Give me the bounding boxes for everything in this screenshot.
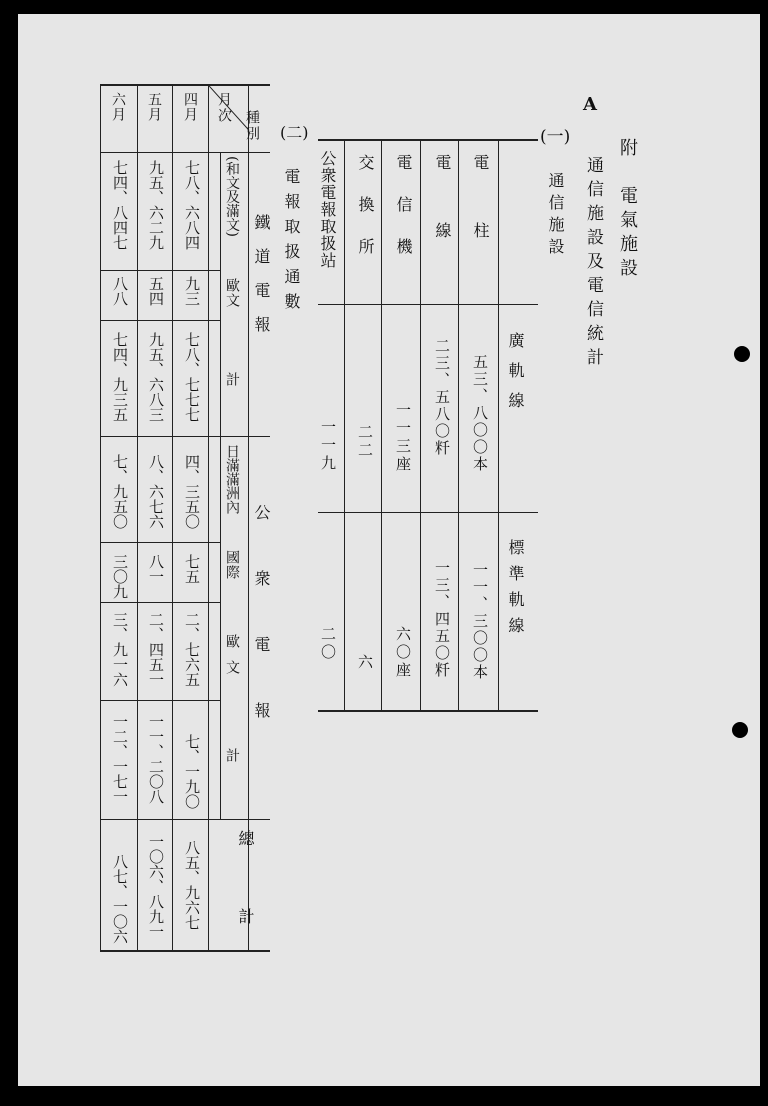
cell-june-total-public: 一二、一七一 bbox=[111, 714, 129, 804]
row-label-exchanges: 交換所 bbox=[356, 154, 375, 280]
cell-machines-broad: 一一三座 bbox=[394, 402, 412, 474]
section1-title: 通信施設及電信統計 bbox=[583, 156, 603, 372]
cell-may-oubun-public: 二、四五一 bbox=[147, 612, 165, 687]
sub-header-international: 國際 bbox=[224, 550, 240, 580]
row-label-wires: 電線 bbox=[433, 154, 452, 290]
group-grand-total: 總計 bbox=[236, 830, 255, 986]
sub-header-total-railway: 計 bbox=[224, 372, 240, 387]
cell-may-total-railway: 九五、六八三 bbox=[147, 332, 165, 422]
row-month-may: 五月 bbox=[146, 92, 162, 122]
cell-june-grand-total: 八七、一〇六 bbox=[111, 854, 129, 944]
document-title: 附 電氣施設 bbox=[617, 138, 638, 282]
col-header-broad-gauge: 廣軌線 bbox=[506, 332, 525, 422]
cell-june-international: 三〇九 bbox=[111, 554, 129, 599]
cell-may-nichiman: 八、六七六 bbox=[147, 454, 165, 529]
cell-april-international: 七五 bbox=[183, 554, 201, 584]
cell-may-grand-total: 一〇六、八九一 bbox=[147, 834, 165, 939]
cell-exchanges-standard: 六 bbox=[356, 654, 374, 672]
section2-marker: (二) bbox=[280, 123, 309, 142]
cell-wires-broad: 二三、五八〇粁 bbox=[433, 338, 451, 457]
cell-april-wabun: 七八、六八四 bbox=[183, 160, 201, 250]
row-label-telegraph-machines: 電信機 bbox=[394, 154, 413, 280]
cell-april-nichiman: 四、三五〇 bbox=[183, 454, 201, 529]
document-page bbox=[18, 14, 760, 1086]
cell-machines-standard: 六〇座 bbox=[394, 626, 412, 680]
sub-header-total-public: 計 bbox=[224, 748, 240, 763]
sub-header-oubun-public: 歐文 bbox=[224, 634, 240, 686]
cell-stations-broad: 一一九 bbox=[319, 419, 337, 473]
row-month-april: 四月 bbox=[182, 92, 198, 122]
cell-stations-standard: 二〇 bbox=[319, 626, 337, 662]
cell-may-oubun-railway: 五四 bbox=[147, 276, 165, 306]
corner-type-label: 種別 bbox=[244, 110, 260, 142]
corner-month-label: 月次 bbox=[216, 92, 232, 124]
cell-poles-standard: 一一、三〇〇本 bbox=[471, 562, 489, 681]
cell-april-grand-total: 八五、九六七 bbox=[183, 840, 201, 930]
cell-may-international: 八一 bbox=[147, 554, 165, 584]
row-month-june: 六月 bbox=[110, 92, 126, 122]
row-label-poles: 電柱 bbox=[471, 154, 490, 290]
sub-header-wabun: (和文及滿文) bbox=[224, 156, 240, 237]
section1-marker: (一) bbox=[540, 127, 571, 147]
cell-june-oubun-railway: 八八 bbox=[111, 276, 129, 306]
subsection-title: 通信施設 bbox=[546, 172, 565, 260]
sub-header-nichiman: 日滿滿洲內 bbox=[224, 444, 240, 514]
section-letter: A bbox=[583, 94, 597, 115]
binder-hole-top bbox=[734, 346, 750, 362]
cell-june-nichiman: 七、九五〇 bbox=[111, 454, 129, 529]
cell-june-oubun-public: 三、九一六 bbox=[111, 612, 129, 687]
cell-april-oubun-railway: 九三 bbox=[183, 276, 201, 306]
cell-april-oubun-public: 二、七六五 bbox=[183, 612, 201, 687]
cell-exchanges-broad: 二二 bbox=[356, 424, 374, 460]
section2-title: 電報取扱通數 bbox=[282, 168, 301, 318]
cell-june-wabun: 七四、八四七 bbox=[111, 160, 129, 250]
cell-june-total-railway: 七四、九三五 bbox=[111, 332, 129, 422]
sub-header-oubun-railway: 歐文 bbox=[224, 278, 240, 308]
group-public-telegram: 公衆電報 bbox=[252, 504, 271, 768]
binder-hole-bottom bbox=[732, 722, 748, 738]
cell-may-wabun: 九五、六二九 bbox=[147, 160, 165, 250]
row-label-public-telegram-stations: 公衆電報取扱站 bbox=[318, 150, 337, 269]
cell-april-total-railway: 七八、七七七 bbox=[183, 332, 201, 422]
group-railway-telegram: 鐵道電報 bbox=[252, 214, 271, 350]
col-header-standard-gauge: 標準軌線 bbox=[506, 539, 525, 643]
cell-wires-standard: 一三、四五〇粁 bbox=[433, 560, 451, 679]
cell-poles-broad: 五三、八〇〇本 bbox=[471, 354, 489, 473]
cell-april-total-public: 七、一九〇 bbox=[183, 734, 201, 809]
cell-may-total-public: 一一、二〇八 bbox=[147, 714, 165, 804]
